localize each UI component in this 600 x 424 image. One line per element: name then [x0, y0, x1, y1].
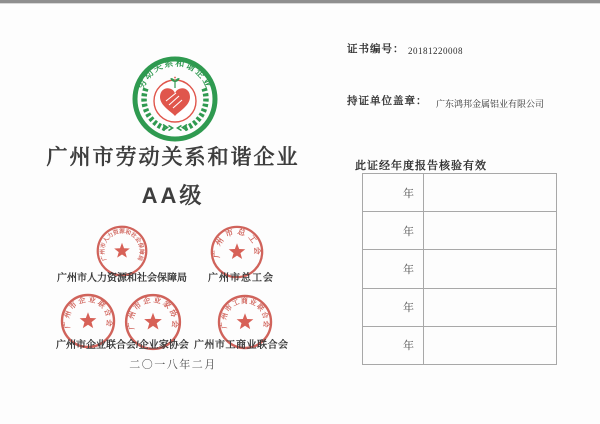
verification-cell: [424, 174, 557, 212]
svg-text:广州市工商业联合会: 广州市工商业联合会: [220, 297, 270, 330]
issuer-label-hr-bureau: 广州市人力资源和社会保障局: [57, 273, 187, 284]
scan-edge-shadow: [0, 3, 600, 4]
svg-text:广州市企业家协会: 广州市企业家协会: [125, 294, 181, 331]
annual-verification-title: 此证经年度报告核验有效: [355, 160, 487, 172]
holder-company-name: 广东鸿邦金属铝业有限公司: [436, 99, 545, 109]
cert-number-value: 20181220008: [408, 46, 463, 56]
verification-cell: [424, 288, 557, 326]
star-icon: [144, 313, 162, 330]
logo-ring-text: 劳动关系和谐企业: [135, 57, 215, 91]
year-cell: 年: [363, 288, 424, 326]
table-row: [363, 288, 557, 326]
table-row: [363, 212, 557, 250]
holder-seal-label: 持证单位盖章：: [347, 95, 428, 107]
year-cell: 年: [363, 250, 424, 288]
cert-number-label: 证书编号：: [347, 43, 405, 55]
issue-date: 二〇一八年二月: [129, 359, 217, 371]
table-row: [363, 174, 557, 212]
verification-cell: [424, 326, 557, 364]
certificate-grade: AA级: [141, 183, 205, 208]
star-icon: [114, 243, 130, 258]
year-cell: 年: [363, 326, 424, 364]
table-row: [363, 326, 557, 364]
issuer-label-enterprise-assoc: 广州市企业联合会/企业家协会: [56, 340, 189, 351]
harmonious-labor-emblem-icon: [132, 56, 218, 142]
verification-cell: [424, 212, 557, 250]
year-cell: 年: [363, 212, 424, 250]
star-icon: [229, 243, 246, 259]
star-icon: [237, 313, 254, 329]
svg-text:广州市企业联合会: 广州市企业联合会: [61, 294, 115, 330]
verification-cell: [424, 250, 557, 288]
annual-verification-table: [362, 173, 557, 365]
certificate-title-block: [38, 145, 308, 210]
svg-text:广州市人力资源和社会保障局: 广州市人力资源和社会保障局: [100, 229, 144, 262]
star-icon: [80, 312, 97, 328]
certificate-title: 广州市劳动关系和谐企业: [46, 146, 300, 169]
issuer-label-trade-union: 广州市总工会: [208, 273, 274, 284]
issuer-label-industry-commerce: 广州市工商业联合会: [194, 340, 289, 351]
table-row: [363, 250, 557, 288]
svg-text:广州市总工会: 广州市总工会: [212, 226, 262, 259]
chevron-band-icon: [163, 125, 187, 131]
year-cell: 年: [363, 174, 424, 212]
